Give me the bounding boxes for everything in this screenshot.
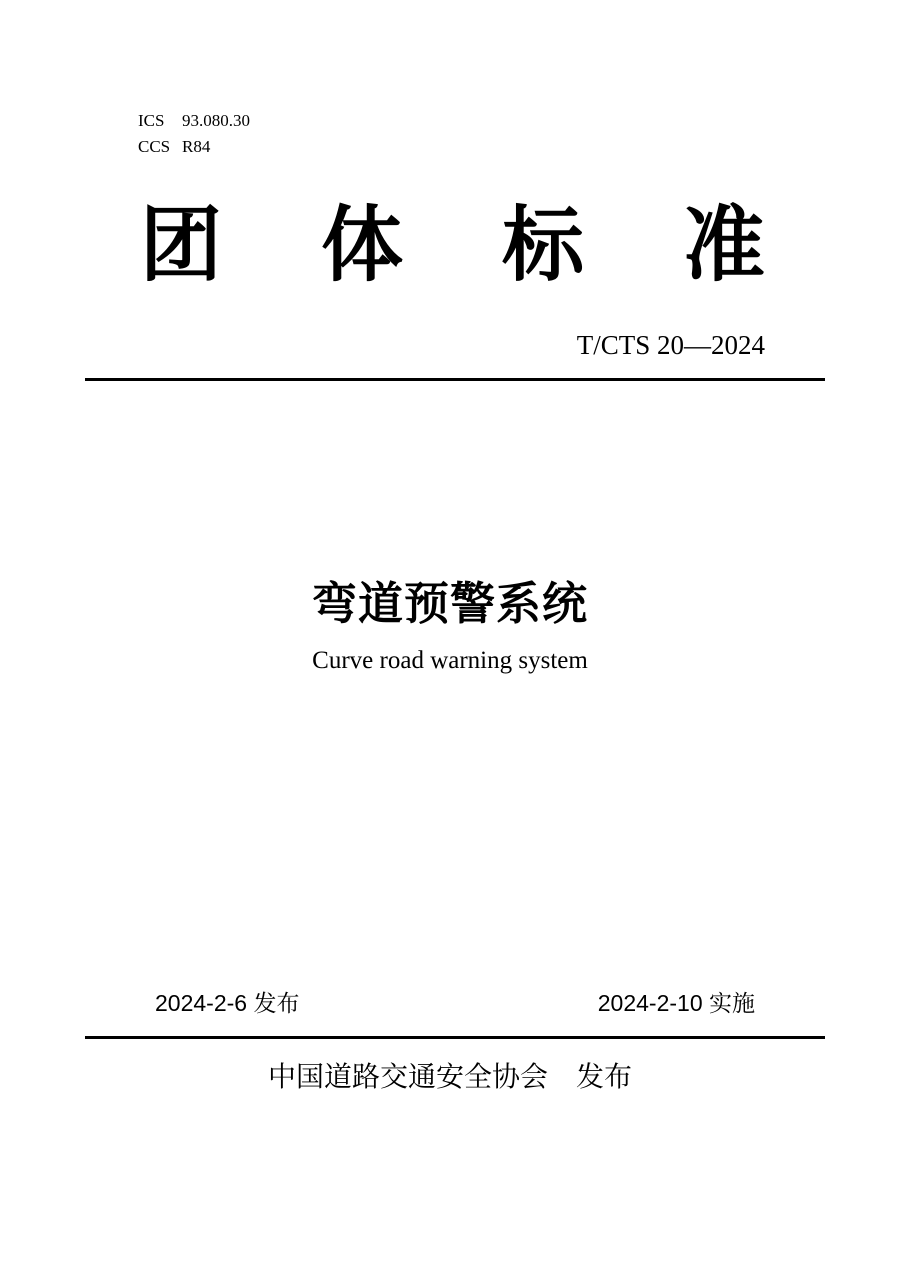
ics-value: 93.080.30 (182, 111, 250, 130)
document-title-cn: 弯道预警系统 (311, 578, 588, 629)
footer-rule (85, 1036, 825, 1039)
header-rule (85, 378, 825, 381)
publisher-line: 中国道路交通安全协会 发布 (267, 1061, 632, 1092)
ccs-label: CCS (138, 137, 171, 156)
standard-type-char: 标 (501, 200, 584, 291)
dates-row (155, 990, 755, 1018)
standard-type-char: 体 (320, 200, 403, 291)
ccs-value: R84 (182, 137, 211, 156)
issue-date: 2024-2-6 发布 (155, 990, 300, 1016)
document-title-en: Curve road warning system (312, 647, 588, 674)
ccs-code-line (138, 134, 250, 160)
ics-code-line (138, 108, 250, 134)
standard-type-char: 团 (140, 200, 223, 291)
standard-type-char: 准 (682, 200, 765, 291)
implementation-date: 2024-2-10 实施 (597, 990, 755, 1016)
classification-codes (138, 108, 250, 160)
standard-type-title (140, 200, 765, 291)
ics-label: ICS (138, 111, 165, 130)
document-number: T/CTS 20—2024 (576, 330, 765, 360)
